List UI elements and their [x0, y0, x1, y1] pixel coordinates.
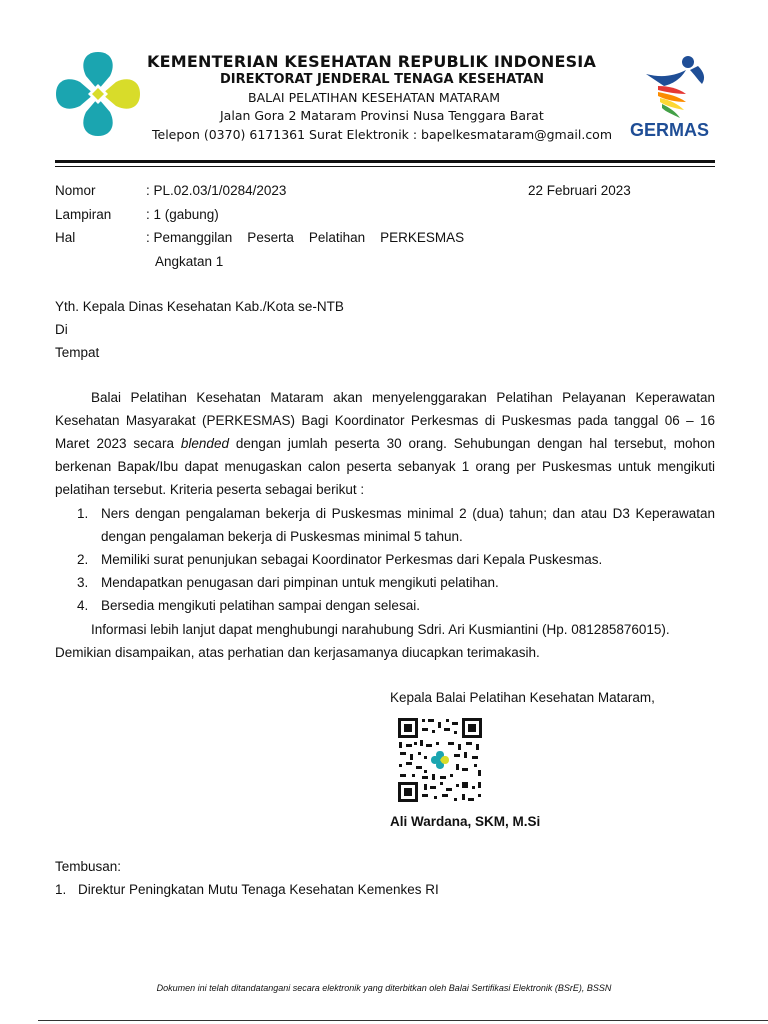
- criteria-item: [55, 594, 715, 617]
- letterhead-divider-thin: [55, 166, 715, 167]
- cc-label: Tembusan:: [55, 859, 122, 874]
- nomor-label: Nomor: [55, 183, 96, 198]
- criteria-number: 3.: [77, 575, 89, 590]
- body-paragraph-emphasis: blended: [180, 436, 229, 451]
- lampiran-value: : 1 (gabung): [146, 207, 219, 222]
- hal-value: : Pemanggilan Peserta Pelatihan PERKESMAS: [146, 230, 465, 245]
- recipient-tempat: Tempat: [55, 345, 100, 360]
- criteria-text: Bersedia mengikuti pelatihan sampai dengan selesai.: [101, 598, 420, 613]
- criteria-number: 1.: [77, 506, 89, 521]
- cc-item-number: 1.: [55, 882, 67, 897]
- kemenkes-logo: [54, 50, 142, 138]
- contact-info: Informasi lebih lanjut dapat menghubungi narahubung Sdri. Ari Kusmiantini (Hp. 081285876015).: [91, 622, 670, 637]
- nomor-value: : PL.02.03/1/0284/2023: [146, 183, 287, 198]
- letterhead-contact: Telepon (0370) 6171361 Surat Elektronik : bapelkesmataram@gmail.com: [152, 127, 613, 142]
- signatory-title: Kepala Balai Pelatihan Kesehatan Mataram,: [390, 690, 655, 705]
- qr-code-icon: [396, 716, 484, 804]
- criteria-text: Memiliki surat penunjukan sebagai Koordinator Perkesmas dari Kepala Puskesmas.: [101, 552, 603, 567]
- letterhead-directorate: DIREKTORAT JENDERAL TENAGA KESEHATAN: [220, 72, 544, 87]
- cc-item: [55, 882, 439, 897]
- criteria-item: [55, 571, 715, 594]
- germas-figure-icon: [628, 52, 718, 122]
- letter-date: 22 Februari 2023: [528, 183, 631, 198]
- criteria-number: 4.: [77, 598, 89, 613]
- lampiran-label: Lampiran: [55, 207, 112, 222]
- recipient-di: Di: [55, 322, 68, 337]
- letterhead-title: KEMENTERIAN KESEHATAN REPUBLIK INDONESIA: [147, 52, 597, 71]
- criteria-item: [55, 548, 715, 571]
- signatory-name: Ali Wardana, SKM, M.Si: [390, 814, 541, 829]
- criteria-text: Ners dengan pengalaman bekerja di Puskesmas minimal 2 (dua) tahun; dan atau D3 Keperawatan dengan pengalaman bekerja di Puskesmas minimal 5 tahun.: [101, 506, 715, 544]
- cc-item-text: Direktur Peningkatan Mutu Tenaga Kesehatan Kemenkes RI: [78, 882, 439, 897]
- letterhead-unit: BALAI PELATIHAN KESEHATAN MATARAM: [248, 90, 500, 105]
- body-paragraph-text-b: dengan jumlah peserta 30 orang. Sehubungan dengan hal tersebut, mohon berkenan Bapak/Ibu dapat menugaskan calon peserta sebanyak 1 orang per Puskesmas untuk mengikuti pelatihan tersebut. Kriteria peserta sebagai berikut :: [55, 436, 715, 497]
- letterhead-divider-thick: [55, 160, 715, 163]
- footer-note: Dokumen ini telah ditandatangani secara elektronik yang diterbitkan oleh Balai Sertifikasi Elektronik (BSrE), BSSN: [156, 983, 612, 993]
- criteria-text: Mendapatkan penugasan dari pimpinan untuk mengikuti pelatihan.: [101, 575, 499, 590]
- criteria-number: 2.: [77, 552, 89, 567]
- body-paragraph: [55, 386, 715, 501]
- footer-divider: [38, 1020, 768, 1021]
- recipient-line: Yth. Kepala Dinas Kesehatan Kab./Kota se-NTB: [55, 299, 344, 314]
- kemenkes-logo-icon: [54, 50, 142, 138]
- germas-label: GERMAS: [630, 120, 710, 140]
- closing-line: Demikian disampaikan, atas perhatian dan kerjasamanya diucapkan terimakasih.: [55, 645, 540, 660]
- letterhead-address: Jalan Gora 2 Mataram Provinsi Nusa Tenggara Barat: [220, 108, 544, 123]
- body-paragraph-text-a: Balai Pelatihan Kesehatan Mataram akan menyelenggarakan Pelatihan Pelayanan Keperawatan Kesehatan Masyarakat (PERKESMAS) Bagi Koordinator Perkesmas di Puskesmas pada tanggal 06 – 16 Maret 2023 secara: [55, 390, 715, 451]
- hal-value-continued: Angkatan 1: [155, 254, 224, 269]
- hal-label: Hal: [55, 230, 76, 245]
- criteria-item: [55, 502, 715, 548]
- signature-qr-code: [396, 716, 484, 804]
- germas-logo: [628, 52, 718, 142]
